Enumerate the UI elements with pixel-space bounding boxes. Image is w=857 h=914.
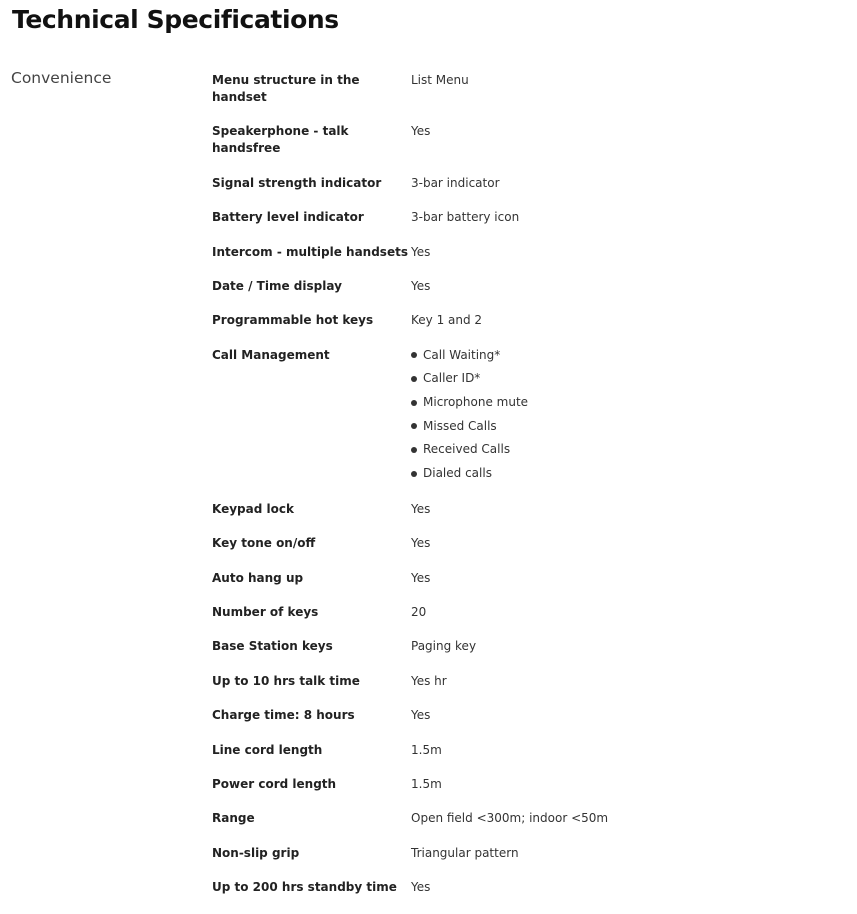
bullet-icon xyxy=(411,376,417,382)
spec-label: Intercom - multiple handsets xyxy=(212,244,408,259)
spec-value: Yes xyxy=(411,501,431,516)
list-item xyxy=(411,465,812,482)
spec-row xyxy=(212,312,812,346)
spec-label: Signal strength indicator xyxy=(212,175,382,190)
spec-row xyxy=(212,209,812,243)
spec-value: Yes xyxy=(411,880,431,895)
spec-row xyxy=(212,776,812,810)
spec-row xyxy=(212,638,812,672)
spec-value: 3-bar battery icon xyxy=(411,210,520,225)
spec-row xyxy=(212,535,812,569)
spec-value: Open field <300m; indoor <50m xyxy=(411,811,609,826)
spec-label: Power cord length xyxy=(212,776,337,791)
spec-row xyxy=(212,72,812,123)
spec-row xyxy=(212,845,812,879)
spec-row xyxy=(212,673,812,707)
list-item xyxy=(411,370,812,387)
spec-label: Up to 200 hrs standby time xyxy=(212,880,397,895)
spec-row xyxy=(212,742,812,776)
list-item-text: Dialed calls xyxy=(423,466,492,481)
bullet-icon xyxy=(411,471,417,477)
spec-label: Date / Time display xyxy=(212,278,342,293)
spec-value: Paging key xyxy=(411,639,477,654)
spec-value: Yes hr xyxy=(411,673,447,688)
bullet-icon xyxy=(411,447,417,453)
spec-value: Yes xyxy=(411,570,431,585)
spec-value: List Menu xyxy=(411,73,469,87)
spec-value: 3-bar indicator xyxy=(411,175,500,190)
spec-row xyxy=(212,244,812,278)
spec-list xyxy=(212,72,812,914)
spec-row xyxy=(212,278,812,312)
bullet-icon xyxy=(411,400,417,406)
list-item xyxy=(411,347,812,364)
spec-label: Line cord length xyxy=(212,742,323,757)
spec-row xyxy=(212,123,812,174)
spec-row xyxy=(212,175,812,209)
spec-value: Yes xyxy=(411,124,431,139)
spec-row xyxy=(212,501,812,535)
spec-value: Yes xyxy=(411,536,431,551)
list-item-text: Call Waiting* xyxy=(423,347,501,362)
spec-label: Keypad lock xyxy=(212,501,294,516)
spec-label: Speakerphone - talk handsfree xyxy=(212,124,349,156)
spec-label: Charge time: 8 hours xyxy=(212,708,355,723)
spec-label: Auto hang up xyxy=(212,570,304,585)
list-item xyxy=(411,441,812,458)
spec-label: Base Station keys xyxy=(212,639,333,654)
bullet-icon xyxy=(411,352,417,358)
spec-value: Yes xyxy=(411,708,431,723)
call-management-list xyxy=(411,347,812,482)
spec-value: Yes xyxy=(411,244,431,259)
spec-label: Call Management xyxy=(212,347,330,362)
spec-label: Non-slip grip xyxy=(212,845,300,860)
list-item xyxy=(411,394,812,411)
list-item-text: Received Calls xyxy=(423,442,511,457)
bullet-icon xyxy=(411,423,417,429)
spec-label: Number of keys xyxy=(212,605,319,620)
spec-label: Up to 10 hrs talk time xyxy=(212,673,360,688)
list-item-text: Caller ID* xyxy=(423,371,481,386)
list-item-text: Microphone mute xyxy=(423,395,529,410)
spec-label: Key tone on/off xyxy=(212,536,316,551)
spec-row-call-management xyxy=(212,347,812,501)
spec-label: Range xyxy=(212,811,255,826)
spec-label: Menu structure in the handset xyxy=(212,73,360,104)
spec-row xyxy=(212,879,812,913)
spec-row xyxy=(212,604,812,638)
spec-label: Programmable hot keys xyxy=(212,313,374,328)
spec-value: 1.5m xyxy=(411,742,442,757)
spec-value: 1.5m xyxy=(411,776,442,791)
page-title: Technical Specifications xyxy=(12,5,339,34)
spec-value: Triangular pattern xyxy=(411,845,519,860)
spec-row xyxy=(212,707,812,741)
spec-value: 20 xyxy=(411,605,427,620)
spec-value: Yes xyxy=(411,278,431,293)
spec-row xyxy=(212,570,812,604)
spec-value: Key 1 and 2 xyxy=(411,313,483,328)
list-item-text: Missed Calls xyxy=(423,418,497,433)
spec-label: Battery level indicator xyxy=(212,210,364,225)
spec-value xyxy=(411,347,812,489)
spec-row xyxy=(212,810,812,844)
list-item xyxy=(411,418,812,435)
section-label-convenience: Convenience xyxy=(11,69,112,87)
